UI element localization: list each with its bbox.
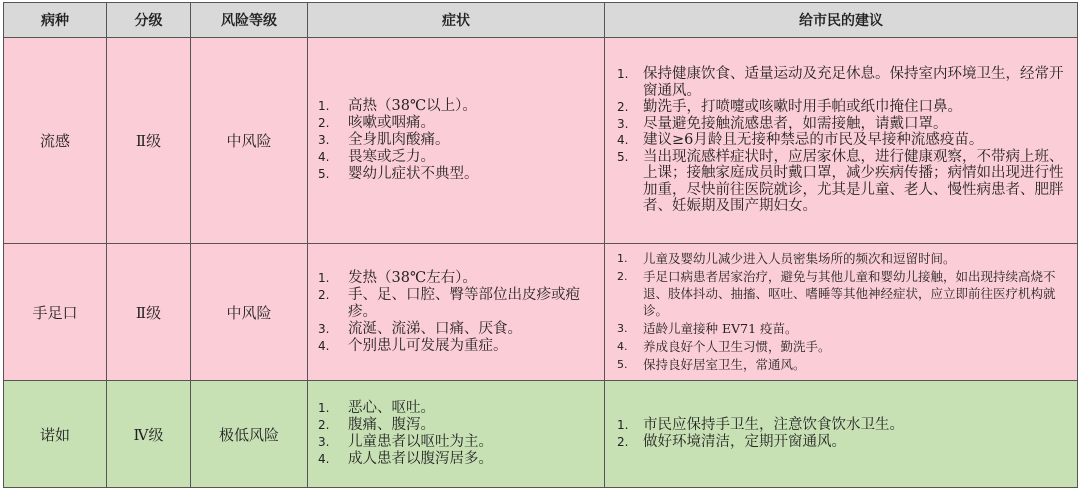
item-number: 3. bbox=[318, 133, 330, 147]
list-item bbox=[617, 148, 1069, 215]
list-item bbox=[318, 320, 598, 338]
item-text: 高热（38℃以上）。 bbox=[348, 98, 477, 114]
advice-list bbox=[605, 417, 1077, 451]
header-row bbox=[4, 3, 1078, 38]
item-number: 4. bbox=[318, 452, 330, 466]
symptoms-list bbox=[308, 270, 604, 355]
header-disease: 病种 bbox=[4, 3, 107, 38]
item-number: 1. bbox=[617, 252, 628, 265]
disease-cell: 诺如 bbox=[4, 381, 107, 488]
disease-cell: 手足口 bbox=[4, 244, 107, 381]
symptoms-cell bbox=[308, 244, 605, 381]
item-number: 2. bbox=[318, 418, 330, 432]
symptoms-list bbox=[308, 98, 604, 183]
list-item bbox=[318, 400, 598, 417]
list-item bbox=[318, 434, 598, 451]
list-item bbox=[318, 451, 598, 468]
advice-list bbox=[605, 250, 1077, 373]
table-row bbox=[4, 244, 1078, 381]
header-symptoms: 症状 bbox=[308, 3, 605, 38]
risk-cell: 中风险 bbox=[191, 244, 308, 381]
item-number: 3. bbox=[617, 116, 629, 131]
item-number: 5. bbox=[617, 149, 629, 164]
advice-list bbox=[605, 66, 1077, 215]
item-number: 3. bbox=[318, 435, 330, 449]
item-text: 个别患儿可发展为重症。 bbox=[348, 337, 508, 354]
list-item bbox=[617, 132, 1069, 149]
item-number: 5. bbox=[617, 358, 628, 371]
header-grade: 分级 bbox=[107, 3, 191, 38]
item-text: 保持健康饮食、适量运动及充足休息。保持室内环境卫生，经常开窗通风。 bbox=[643, 66, 1064, 99]
item-number: 1. bbox=[318, 270, 330, 285]
list-item bbox=[617, 434, 1069, 451]
item-text: 发热（38℃左右）。 bbox=[348, 269, 477, 286]
item-text: 保持良好居室卫生，常通风。 bbox=[643, 357, 806, 372]
risk-cell: 极低风险 bbox=[191, 381, 308, 488]
item-text: 当出现流感样症状时，应居家休息，进行健康观察，不带病上班、上课；接触家庭成员时戴口罩，减少疾病传播；病情如出现进行性加重，尽快前往医院就诊，尤其是儿童、老人、慢性病患者、肥胖者、妊娠期及围产期妇女。 bbox=[643, 148, 1064, 215]
item-text: 尽量避免接触流感患者，如需接触，请戴口罩。 bbox=[643, 115, 948, 132]
list-item bbox=[318, 115, 598, 132]
item-number: 4. bbox=[617, 133, 629, 148]
item-number: 2. bbox=[318, 116, 330, 130]
list-item bbox=[318, 166, 598, 183]
item-text: 全身肌肉酸痛。 bbox=[348, 132, 450, 148]
item-text: 建议≥6月龄且无接种禁忌的市民及早接种流感疫苗。 bbox=[643, 132, 984, 149]
symptoms-list bbox=[308, 400, 604, 468]
item-number: 2. bbox=[617, 270, 628, 283]
item-number: 4. bbox=[617, 340, 628, 353]
item-number: 1. bbox=[318, 401, 330, 415]
disease-cell: 流感 bbox=[4, 38, 107, 244]
item-number: 4. bbox=[318, 338, 330, 353]
list-item bbox=[318, 269, 598, 287]
item-text: 勤洗手，打喷嚏或咳嗽时用手帕或纸巾掩住口鼻。 bbox=[643, 99, 962, 116]
list-item bbox=[617, 66, 1069, 99]
list-item bbox=[617, 338, 1069, 355]
item-text: 养成良好个人卫生习惯，勤洗手。 bbox=[643, 339, 831, 354]
list-item bbox=[617, 356, 1069, 373]
grade-cell: Ⅱ级 bbox=[107, 244, 191, 381]
item-number: 3. bbox=[318, 321, 330, 336]
advice-cell bbox=[605, 381, 1078, 488]
item-text: 流涎、流涕、口痛、厌食。 bbox=[348, 320, 522, 337]
list-item bbox=[318, 417, 598, 434]
item-number: 1. bbox=[318, 99, 330, 113]
list-item bbox=[318, 149, 598, 166]
grade-cell: Ⅳ级 bbox=[107, 381, 191, 488]
item-text: 做好环境清洁，定期开窗通风。 bbox=[643, 434, 846, 450]
advice-cell bbox=[605, 38, 1078, 244]
item-text: 适龄儿童接种 EV71 疫苗。 bbox=[643, 321, 798, 336]
list-item bbox=[318, 286, 598, 321]
list-item bbox=[617, 99, 1069, 116]
header-advice: 给市民的建议 bbox=[605, 3, 1078, 38]
list-item bbox=[617, 250, 1069, 267]
grade-cell: Ⅱ级 bbox=[107, 38, 191, 244]
list-item bbox=[617, 417, 1069, 434]
item-text: 咳嗽或咽痛。 bbox=[348, 115, 435, 131]
risk-cell: 中风险 bbox=[191, 38, 308, 244]
item-number: 4. bbox=[318, 150, 330, 164]
item-number: 3. bbox=[617, 322, 628, 335]
item-text: 手、足、口腔、臀等部位出皮疹或疱疹。 bbox=[348, 286, 580, 320]
header-risk-level: 风险等级 bbox=[191, 3, 308, 38]
symptoms-cell bbox=[308, 38, 605, 244]
item-number: 2. bbox=[617, 100, 629, 115]
list-item bbox=[318, 337, 598, 355]
list-item bbox=[617, 268, 1069, 319]
table-row bbox=[4, 38, 1078, 244]
item-number: 1. bbox=[617, 418, 629, 432]
item-number: 2. bbox=[617, 435, 629, 449]
item-number: 1. bbox=[617, 67, 629, 82]
item-text: 手足口病患者居家治疗，避免与其他儿童和婴幼儿接触，如出现持续高烧不退、肢体抖动、抽搐、呕吐、嗜睡等其他神经症状，应立即前往医疗机构就诊。 bbox=[643, 269, 1056, 318]
disease-risk-table bbox=[3, 2, 1078, 488]
list-item bbox=[318, 98, 598, 115]
symptoms-cell bbox=[308, 381, 605, 488]
item-number: 2. bbox=[318, 287, 330, 302]
item-text: 婴幼儿症状不典型。 bbox=[348, 166, 479, 182]
item-text: 儿童患者以呕吐为主。 bbox=[348, 434, 493, 450]
item-text: 成人患者以腹泻居多。 bbox=[348, 451, 493, 467]
table-row bbox=[4, 381, 1078, 488]
item-text: 腹痛、腹泻。 bbox=[348, 417, 435, 433]
item-number: 5. bbox=[318, 167, 330, 181]
advice-cell bbox=[605, 244, 1078, 381]
list-item bbox=[617, 115, 1069, 133]
item-text: 畏寒或乏力。 bbox=[348, 149, 435, 165]
item-text: 儿童及婴幼儿减少进入人员密集场所的频次和逗留时间。 bbox=[643, 251, 956, 266]
item-text: 市民应保持手卫生，注意饮食饮水卫生。 bbox=[643, 417, 904, 433]
list-item bbox=[617, 320, 1069, 337]
list-item bbox=[318, 132, 598, 149]
item-text: 恶心、呕吐。 bbox=[348, 400, 435, 416]
